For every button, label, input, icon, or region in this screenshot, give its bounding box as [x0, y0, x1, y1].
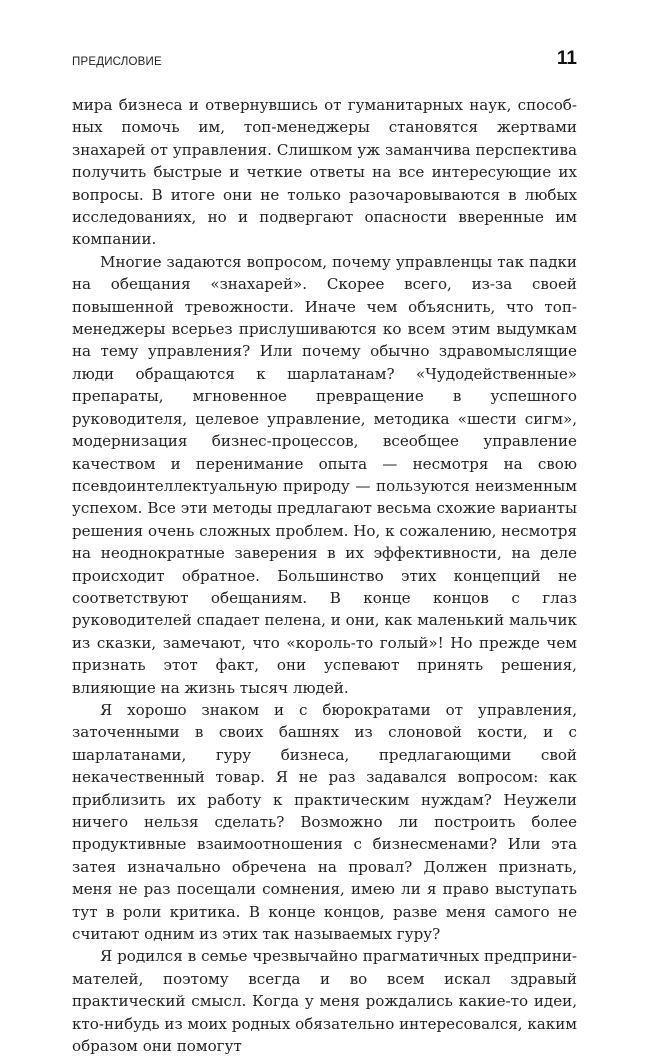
page-number: 11	[556, 48, 577, 69]
paragraph: Многие задаются вопросом, почему управленцы так падки на обещания «знахарей». Скорее всего, из-за своей повышенной тревожности. Иначе чем объяснить, что топ-менеджеры всерьез прислушиваются ко всем этим выдумкам на тему управления? Или почему обычно здравомыслящие люди обращаются к шарлатанам? «Чудодейственные» препараты, мгновенное превращение в успешного руководителя, целевое управление, методика «шести сигм», модернизация бизнес-процессов, всеобщее управление качеством и перенимание опыта — несмотря на свою псевдоинтеллектуальную природу — пользуются неизменным успехом. Все эти методы предлагают весьма схожие варианты решения очень сложных проблем. Но, к сожалению, несмотря на неоднократные заверения в их эффективности, на деле происходит обратное. Большинство этих концепций не соответствуют обещаниям. В конце концов с глаз руководителей спадает пелена, и они, как маленький мальчик из сказки, замечают, что «король-то голый»! Но прежде чем признать этот факт, они успевают принять решения, влияющие на жизнь тысяч людей.	[72, 252, 577, 697]
paragraph: Я родился в семье чрезвычайно прагматичных предпринимателей, поэтому всегда и во всем искал здравый практический смысл. Когда у меня рождались какие-то идеи, кто-нибудь из моих родных обязательно интересовался, каким образом они помогут	[72, 947, 577, 1056]
section-title: ПРЕДИСЛОВИЕ	[72, 56, 162, 68]
paragraph: Я хорошо знаком и с бюрократами от управления, заточенными в своих башнях из слоновой кости, и с шарлатанами, гуру бизнеса, предлагающими свой некачественный товар. Я не раз задавался вопросом: как приблизить их работу к практическим нуждам? Неужели ничего нельзя сделать? Возможно ли построить более продуктивные взаимоотношения с бизнесменами? Или эта затея изначально обречена на провал? Должен признать, меня не раз посещали сомнения, имею ли я право выступать тут в роли критика. В конце концов, разве меня самого не считают одним из этих так называемых гуру?	[72, 700, 577, 944]
running-header	[72, 48, 577, 78]
paragraph-continuation: мира бизнеса и отвернувшись от гуманитарных наук, способных помочь им, топ-менеджеры становятся жертвами знахарей от управления. Слишком уж заманчива перспектива получить быстрые и четкие ответы на все интересующие их вопросы. В итоге они не только разочаровываются в любых исследованиях, но и подвергают опасности вверенные им компании.	[72, 96, 577, 249]
body-text	[72, 94, 577, 1057]
